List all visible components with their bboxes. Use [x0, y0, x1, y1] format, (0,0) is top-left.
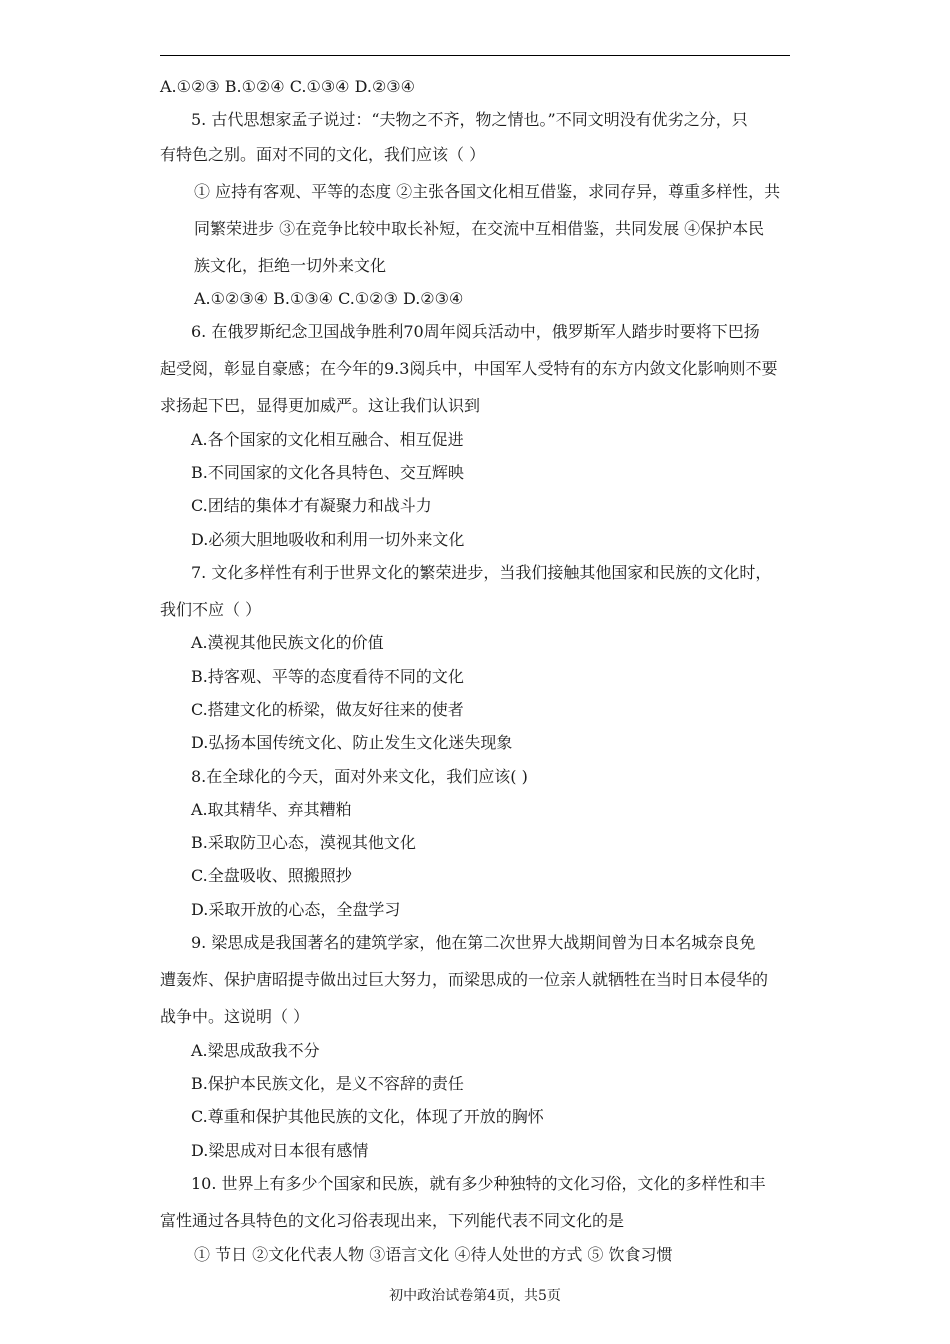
q8-option-a: A.取其精华、弃其糟粕	[191, 800, 352, 819]
q5-statements-line1: ① 应持有客观、平等的态度 ②主张各国文化相互借鉴，求同存异，尊重多样性，共	[194, 182, 781, 201]
q5-stem-line2: 有特色之别。面对不同的文化，我们应该（ ）	[160, 145, 486, 164]
q8-option-c: C.全盘吸收、照搬照抄	[191, 866, 352, 885]
q5-stem-line1: 5. 古代思想家孟子说过：“夫物之不齐，物之情也。”不同文明没有优劣之分，只	[191, 110, 748, 129]
q9-stem-line2: 遭轰炸、保护唐昭提寺做出过巨大努力，而梁思成的一位亲人就牺牲在当时日本侵华的	[160, 970, 769, 989]
q7-option-b: B.持客观、平等的态度看待不同的文化	[191, 667, 464, 686]
q9-option-d: D.梁思成对日本很有感情	[191, 1141, 369, 1160]
q10-stem-line2: 富性通过各具特色的文化习俗表现出来，下列能代表不同文化的是	[160, 1211, 625, 1230]
q6-option-a: A.各个国家的文化相互融合、相互促进	[191, 430, 464, 449]
q6-option-b: B.不同国家的文化各具特色、交互辉映	[191, 463, 464, 482]
q9-stem-line1: 9. 梁思成是我国著名的建筑学家，他在第二次世界大战期间曾为日本名城奈良免	[191, 933, 756, 952]
q7-stem-line1: 7. 文化多样性有利于世界文化的繁荣进步，当我们接触其他国家和民族的文化时，	[191, 563, 772, 582]
q9-option-a: A.梁思成敌我不分	[191, 1041, 320, 1060]
q6-option-d: D.必须大胆地吸收和利用一切外来文化	[191, 530, 465, 549]
q9-option-b: B.保护本民族文化，是义不容辞的责任	[191, 1074, 464, 1093]
q4-options: A.①②③ B.①②④ C.①③④ D.②③④	[160, 77, 415, 96]
q8-option-b: B.采取防卫心态，漠视其他文化	[191, 833, 416, 852]
q9-option-c: C.尊重和保护其他民族的文化，体现了开放的胸怀	[191, 1107, 544, 1126]
q5-options: A.①②③④ B.①③④ C.①②③ D.②③④	[194, 289, 464, 308]
q8-stem: 8.在全球化的今天，面对外来文化，我们应该( )	[191, 767, 528, 786]
header-rule	[160, 55, 790, 56]
q10-statements: ① 节日 ②文化代表人物 ③语言文化 ④待人处世的方式 ⑤ 饮食习惯	[194, 1245, 673, 1264]
q7-option-a: A.漠视其他民族文化的价值	[191, 633, 384, 652]
q7-stem-line2: 我们不应（ ）	[160, 600, 262, 619]
q7-option-c: C.搭建文化的桥梁，做友好往来的使者	[191, 700, 464, 719]
q8-option-d: D.采取开放的心态，全盘学习	[191, 900, 401, 919]
q6-stem-line2: 起受阅，彰显自豪感；在今年的9.3阅兵中，中国军人受特有的东方内敛文化影响则不要	[160, 359, 778, 378]
q6-option-c: C.团结的集体才有凝聚力和战斗力	[191, 496, 432, 515]
q9-stem-line3: 战争中。这说明（ ）	[160, 1007, 310, 1026]
page-footer: 初中政治试卷第4页，共5页	[389, 1288, 561, 1304]
q5-statements-line3: 族文化，拒绝一切外来文化	[194, 256, 387, 275]
q6-stem-line3: 求扬起下巴，显得更加威严。这让我们认识到	[160, 396, 481, 415]
q10-stem-line1: 10. 世界上有多少个国家和民族，就有多少种独特的文化习俗，文化的多样性和丰	[191, 1174, 766, 1193]
q6-stem-line1: 6. 在俄罗斯纪念卫国战争胜利70周年阅兵活动中，俄罗斯军人踏步时要将下巴扬	[191, 322, 760, 341]
q7-option-d: D.弘扬本国传统文化、防止发生文化迷失现象	[191, 733, 513, 752]
q5-statements-line2: 同繁荣进步 ③在竞争比较中取长补短，在交流中互相借鉴，共同发展 ④保护本民	[194, 219, 765, 238]
